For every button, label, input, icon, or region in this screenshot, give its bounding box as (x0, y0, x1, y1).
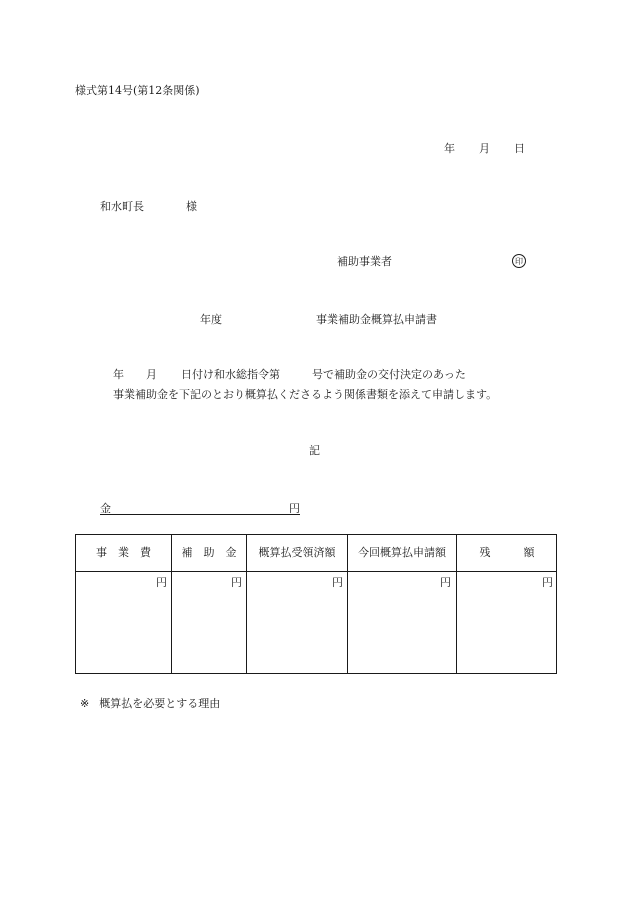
unit-current-request: 円 (440, 576, 451, 589)
table-header-divider (76, 571, 556, 572)
date-year: 年 (444, 142, 455, 155)
title-name: 事業補助金概算払申請書 (316, 313, 437, 326)
body-month: 月 (146, 368, 157, 381)
amount-label: 金 (100, 502, 111, 515)
date-day: 日 (514, 142, 525, 155)
note (80, 698, 220, 709)
ki-heading: 記 (309, 444, 320, 457)
document-title (200, 314, 437, 325)
body-text-b: 号で補助金の交付決定のあった (312, 368, 466, 381)
body-line-2: 事業補助金を下記のとおり概算払くださるよう関係書類を添えて申請します。 (113, 388, 498, 401)
amount-table (75, 534, 557, 674)
date-line (444, 143, 525, 154)
unit-received: 円 (332, 576, 343, 589)
header-balance: 残 額 (479, 546, 535, 559)
fiscal-year-label: 年度 (200, 313, 222, 326)
header-received: 概算払受領済額 (258, 546, 336, 559)
addressee-name: 和水町長 (100, 200, 144, 213)
note-mark: ※ (80, 697, 90, 710)
amount-line (100, 500, 300, 515)
body-text-a: 日付け和水総指令第 (181, 368, 280, 381)
unit-subsidy: 円 (231, 576, 242, 589)
header-subsidy: 補 助 金 (181, 546, 237, 559)
header-project-cost: 事 業 費 (96, 546, 151, 559)
addressee (100, 201, 197, 212)
seal-icon: 印 (512, 254, 526, 268)
unit-balance: 円 (542, 576, 553, 589)
form-number: 様式第14号(第12条関係) (75, 84, 200, 97)
date-month: 月 (479, 142, 490, 155)
body-line-1 (113, 369, 466, 380)
unit-project-cost: 円 (156, 576, 167, 589)
header-current-request: 今回概算払申請額 (358, 546, 446, 559)
body-year: 年 (113, 368, 124, 381)
amount-unit: 円 (289, 502, 300, 515)
note-text: 概算払を必要とする理由 (99, 697, 221, 710)
applicant-label: 補助事業者 (337, 255, 392, 268)
addressee-honorific: 様 (186, 200, 197, 213)
